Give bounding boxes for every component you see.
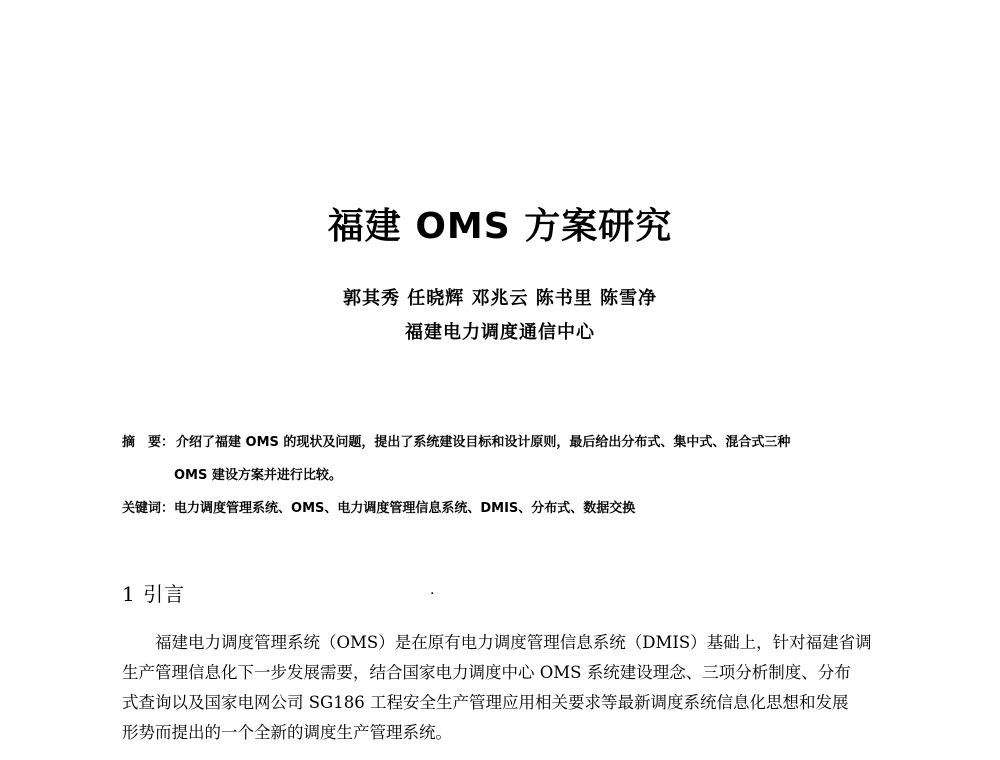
abstract-text-line-1: 介绍了福建 OMS 的现状及问题，提出了系统建设目标和设计原则，最后给出分布式、集中式、混合式三种 — [176, 435, 791, 450]
paragraph-line: 福建电力调度管理系统（OMS）是在原有电力调度管理信息系统（DMIS）基础上，针对福建省调 — [155, 633, 872, 652]
abstract-label: 摘 要： — [122, 435, 175, 450]
introduction-paragraph — [122, 628, 912, 748]
keywords-text: 电力调度管理系统、OMS、电力调度管理信息系统、DMIS、分布式、数据交换 — [174, 501, 636, 516]
paper-title: 福建 OMS 方案研究 — [327, 206, 673, 247]
stray-dot-mark: . — [430, 582, 435, 598]
author-list: 郭其秀 任晓辉 邓兆云 陈书里 陈雪净 — [342, 288, 658, 309]
section-heading-introduction: 1 引言 — [122, 582, 186, 606]
abstract — [122, 426, 912, 492]
paragraph-line: 生产管理信息化下一步发展需要，结合国家电力调度中心 OMS 系统建设理念、三项分析制度、分布 — [122, 663, 851, 682]
keywords — [122, 498, 912, 520]
author-affiliation: 福建电力调度通信中心 — [405, 322, 595, 343]
keywords-label: 关键词： — [122, 501, 175, 516]
abstract-text-line-2: OMS 建设方案并进行比较。 — [174, 468, 342, 483]
paragraph-line: 形势而提出的一个全新的调度生产管理系统。 — [122, 723, 452, 742]
paragraph-line: 式查询以及国家电网公司 SG186 工程安全生产管理应用相关要求等最新调度系统信息化思想和发展 — [122, 693, 849, 712]
